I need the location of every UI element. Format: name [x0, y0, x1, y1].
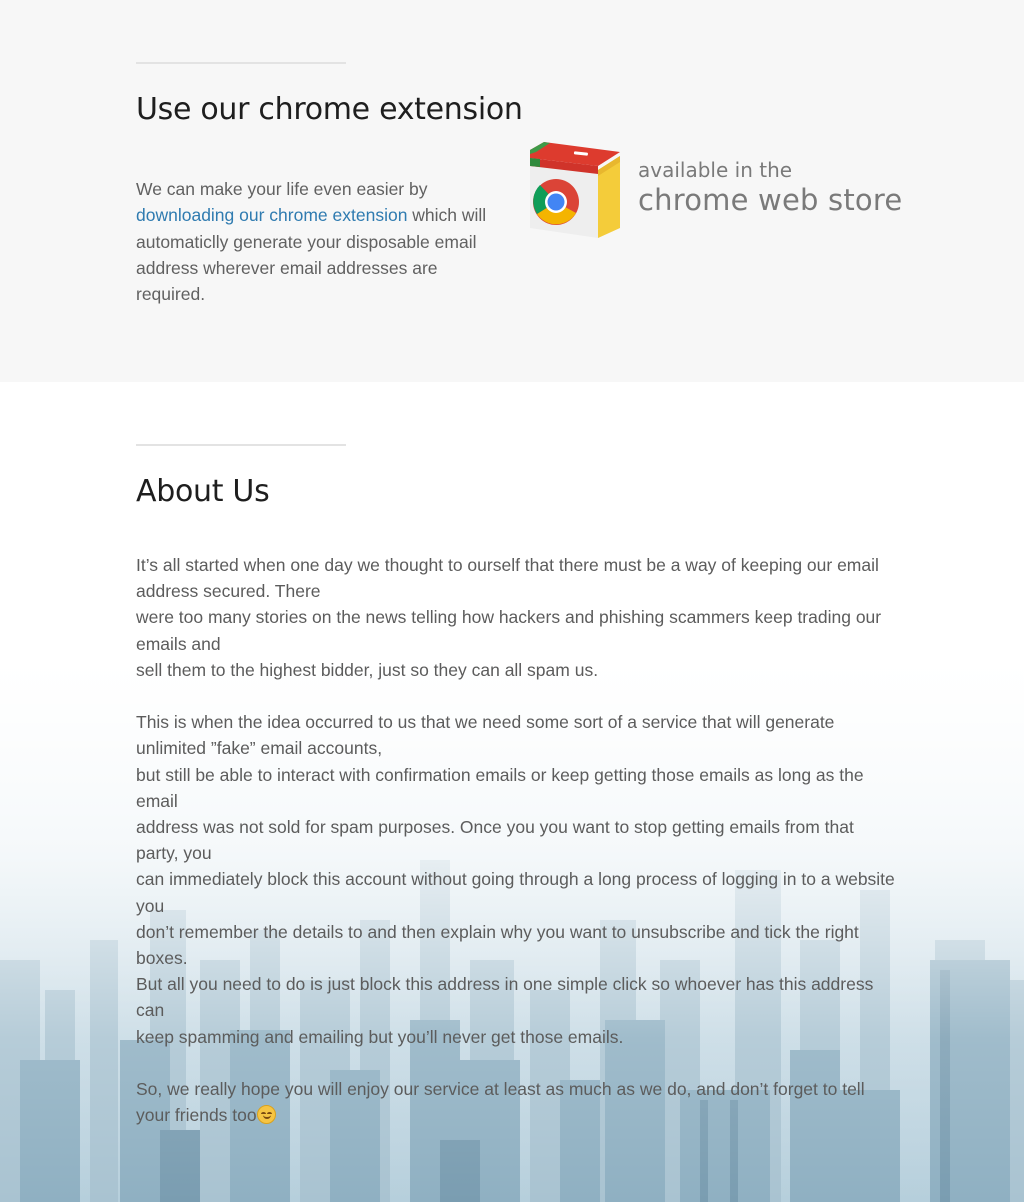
smiling-face-emoji [257, 1105, 276, 1124]
extension-text-after: which will automaticlly generate your disposable email address wherever email addresses are required. [136, 205, 487, 305]
about-closing-paragraph [136, 1076, 896, 1128]
about-paragraph: It’s all started when one day we thought to ourself that there must be a way of keeping our email address secured. There were too many stories on the news telling how hackers and phishing scammers keep trading our emails and sell them to the highest bidder, just so they can all spam us. [136, 555, 882, 680]
about-heading: About Us [136, 474, 270, 509]
section-divider [136, 62, 346, 64]
chrome-extension-link[interactable]: downloading our chrome extension [136, 205, 408, 226]
chrome-web-store-badge[interactable] [526, 140, 906, 244]
chrome-extension-section [0, 0, 1024, 382]
section-divider [136, 444, 346, 446]
badge-line-store: chrome web store [638, 183, 903, 217]
about-body [136, 552, 896, 1155]
about-closing-text: So, we really hope you will enjoy our service at least as much as we do, and don’t forget to tell your friends too [136, 1079, 865, 1126]
about-paragraph: This is when the idea occurred to us that we need some sort of a service that will generate unlimited ”fake” email accounts, but still be able to interact with confirmation emails or keep getting those emails as long as the email address was not sold for spam purposes. Once you you want to stop getting emails from that party, you can immediately block this account without going through a long process of logging in to a website you don’t remember the details to and then explain why you want to unsubscribe and tick the right boxes. But all you need to do is just block this address in one simple click so whoever has this address can keep spamming and emailing but you’ll never get those emails. [136, 712, 895, 1047]
extension-description [136, 176, 506, 307]
extension-heading: Use our chrome extension [136, 92, 523, 127]
badge-line-available: available in the [638, 158, 793, 182]
chrome-web-store-bag-icon [526, 140, 624, 242]
extension-text-before: We can make your life even easier by [136, 179, 428, 199]
